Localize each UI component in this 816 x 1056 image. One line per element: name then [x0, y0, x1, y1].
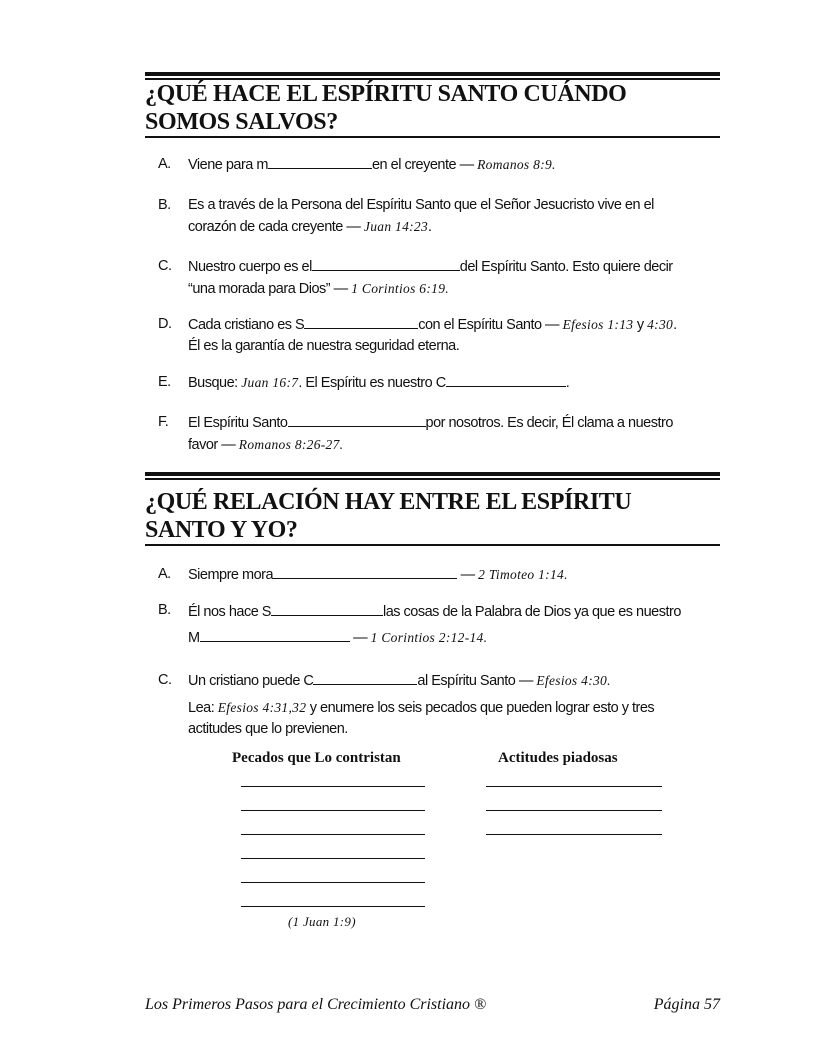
- right-column-header: Actitudes piadosas: [498, 750, 618, 766]
- list-item-s1-e: E. Busque: Juan 16:7. El Espíritu es nuestro C .: [158, 374, 570, 391]
- scripture-note: (1 Juan 1:9): [288, 914, 356, 929]
- answer-line[interactable]: [486, 786, 662, 787]
- list-item-s1-a: A. Viene para m en el creyente — Romanos 8:9.: [158, 156, 556, 173]
- fill-blank[interactable]: [200, 627, 350, 642]
- section2-title: ¿QUÉ RELACIÓN HAY ENTRE EL ESPÍRITU SANTO Y YO?: [145, 488, 720, 546]
- footer-page-number: Página 57: [653, 996, 720, 1013]
- fill-blank[interactable]: [271, 601, 383, 616]
- section2-top-rule: [145, 472, 720, 480]
- section1-title: ¿QUÉ HACE EL ESPÍRITU SANTO CUÁNDO SOMOS SALVOS?: [145, 80, 720, 138]
- answer-line[interactable]: [241, 834, 425, 835]
- list-item-s1-b: B. Es a través de la Persona del Espíritu Santo que el Señor Jesucristo vive en el corazón de cada creyente — Juan 14:23.: [158, 197, 654, 235]
- list-item-s1-f: F. El Espíritu Santo por nosotros. Es decir, Él clama a nuestro favor — Romanos 8:26-27.: [158, 414, 673, 453]
- list-item-s2-a: A. Siempre mora — 2 Timoteo 1:14.: [158, 566, 568, 583]
- answer-line[interactable]: [486, 810, 662, 811]
- answer-line[interactable]: [241, 882, 425, 883]
- list-item-s1-d: D. Cada cristiano es S con el Espíritu Santo — Efesios 1:13 y 4:30. Él es la garantía de nuestra seguridad eterna.: [158, 316, 677, 354]
- fill-blank[interactable]: [273, 564, 457, 579]
- section1-top-rule: [145, 72, 720, 80]
- list-item-s1-c: C. Nuestro cuerpo es el del Espíritu Santo. Esto quiere decir “una morada para Dios” — 1 Corintios 6:19.: [158, 258, 673, 297]
- answer-line[interactable]: [486, 834, 662, 835]
- fill-blank[interactable]: [446, 372, 566, 387]
- answer-line[interactable]: [241, 858, 425, 859]
- answer-line[interactable]: [241, 906, 425, 907]
- answer-line[interactable]: [241, 810, 425, 811]
- list-item-s2-c: C. Un cristiano puede C al Espíritu Santo — Efesios 4:30.: [158, 672, 611, 689]
- list-item-s2-b: B. Él nos hace S las cosas de la Palabra de Dios ya que es nuestro M — 1 Corintios 2:12-14.: [158, 602, 681, 646]
- fill-blank[interactable]: [304, 314, 418, 329]
- list-item-s2-c-instructions: Lea: Efesios 4:31,32 y enumere los seis pecados que pueden lograr esto y tres actitudes que lo previenen.: [188, 700, 655, 737]
- fill-blank[interactable]: [313, 670, 417, 685]
- fill-blank[interactable]: [268, 154, 372, 169]
- footer-book-title: Los Primeros Pasos para el Crecimiento Cristiano ®: [145, 996, 487, 1013]
- left-column-header: Pecados que Lo contristan: [232, 750, 401, 766]
- fill-blank[interactable]: [312, 256, 460, 271]
- answer-line[interactable]: [241, 786, 425, 787]
- fill-blank[interactable]: [288, 412, 426, 427]
